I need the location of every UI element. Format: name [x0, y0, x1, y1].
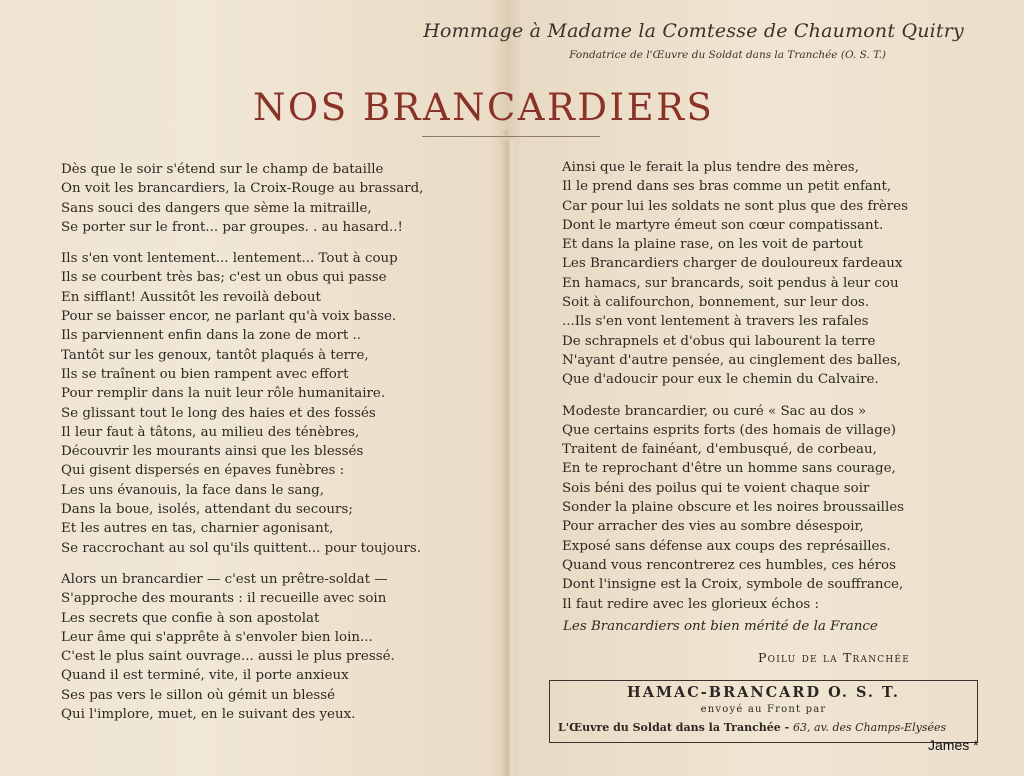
founder-line: Fondatrice de l'Œuvre du Soldat dans la Tranchée (O. S. T.): [569, 49, 886, 61]
author-signature: Poilu de la Tranchée: [758, 650, 910, 665]
verse-line: N'ayant d'autre pensée, au cinglement des balles,: [562, 352, 902, 368]
verse-line: Découvrir les mourants ainsi que les blessés: [61, 444, 364, 460]
verse-line: Soit à califourchon, bonnement, sur leur dos.: [562, 295, 870, 311]
stanza: [61, 160, 423, 237]
verse-line: Pour se baisser encor, ne parlant qu'à voix basse.: [61, 309, 397, 325]
verse-line: Sois béni des poilus qui te voient chaque soir: [562, 480, 870, 496]
verse-line: Ils se courbent très bas; c'est un obus qui passe: [61, 270, 387, 286]
closing-motto: Les Brancardiers ont bien mérité de la France: [563, 619, 878, 634]
verse-line: Quand il est terminé, vite, il porte anxieux: [61, 668, 349, 684]
poem-left-column: [61, 160, 423, 736]
verse-line: Se raccrochant au sol qu'ils quittent... pour toujours.: [61, 540, 422, 556]
stamp-organization: [558, 721, 977, 734]
verse-line: Dès que le soir s'étend sur le champ de bataille: [61, 162, 384, 177]
verse-line: Pour arracher des vies au sombre désespoir,: [562, 519, 864, 535]
verse-line: Dont le martyre émeut son cœur compatissant.: [562, 217, 884, 233]
verse-line: Il faut redire avec les glorieux échos :: [562, 596, 820, 612]
verse-line: Ils parviennent enfin dans la zone de mort ..: [61, 328, 362, 344]
verse-line: Il leur faut à tâtons, au milieu des ténèbres,: [61, 424, 360, 440]
verse-line: Que d'adoucir pour eux le chemin du Calvaire.: [562, 372, 879, 388]
verse-line: Ainsi que le ferait la plus tendre des mères,: [562, 160, 859, 175]
verse-line: Sonder la plaine obscure et les noires broussailles: [562, 500, 905, 516]
verse-line: Les uns évanouis, la face dans le sang,: [61, 482, 324, 498]
verse-line: Ils s'en vont lentement... lentement... Tout à coup: [61, 251, 398, 267]
verse-line: Se porter sur le front... par groupes. . au hasard..!: [61, 219, 403, 235]
verse-line: Ils se traînent ou bien rampent avec effort: [61, 366, 349, 382]
verse-line: En sifflant! Aussitôt les revoilà debout: [61, 289, 321, 305]
stamp-subtitle: envoyé au Front par: [700, 704, 827, 715]
verse-line: Alors un brancardier — c'est un prêtre-soldat —: [61, 571, 388, 587]
dedication-line: Hommage à Madame la Comtesse de Chaumont Quitry: [423, 20, 964, 42]
stanza: [562, 402, 908, 614]
poem-right-column: [562, 158, 908, 626]
title-divider: [422, 136, 600, 137]
verse-line: Se glissant tout le long des haies et des fossés: [61, 405, 376, 421]
verse-line: Dont l'insigne est la Croix, symbole de souffrance,: [562, 577, 904, 593]
verse-line: De schrapnels et d'obus qui labourent la terre: [562, 333, 876, 349]
verse-line: Qui l'implore, muet, en le suivant des yeux.: [61, 707, 356, 723]
verse-line: Quand vous rencontrerez ces humbles, ces héros: [562, 557, 896, 573]
center-fold: [500, 140, 518, 776]
stanza: [562, 158, 908, 390]
verse-line: C'est le plus saint ouvrage... aussi le plus pressé.: [61, 649, 395, 665]
verse-line: S'approche des mourants : il recueille avec soin: [61, 591, 387, 607]
verse-line: Il le prend dans ses bras comme un petit enfant,: [562, 179, 892, 195]
stamp-title: HAMAC-BRANCARD O. S. T.: [627, 684, 900, 701]
poem-title: NOS BRANCARDIERS: [253, 86, 715, 129]
verse-line: Qui gisent dispersés en épaves funèbres :: [61, 463, 345, 479]
stanza: [61, 570, 423, 724]
verse-line: Que certains esprits forts (des homais de village): [562, 422, 896, 438]
stamp-address: 63, av. des Champs-Elysées: [793, 721, 947, 734]
verse-line: Sans souci des dangers que sème la mitraille,: [61, 200, 372, 216]
verse-line: Les secrets que confie à son apostolat: [61, 610, 320, 626]
photographer-watermark: James *: [928, 737, 979, 753]
title-ornament: ⁘: [502, 129, 510, 139]
stamp-organization-name: L'Œuvre du Soldat dans la Tranchée -: [558, 721, 794, 734]
verse-line: Car pour lui les soldats ne sont plus que des frères: [562, 198, 908, 214]
verse-line: Et les autres en tas, charnier agonisant,: [61, 521, 334, 537]
verse-line: Dans la boue, isolés, attendant du secours;: [61, 502, 353, 518]
verse-line: En te reprochant d'être un homme sans courage,: [562, 461, 896, 477]
verse-line: Leur âme qui s'apprête à s'envoler bien loin...: [61, 629, 373, 645]
verse-line: Et dans la plaine rase, on les voit de partout: [562, 237, 863, 253]
hamac-brancard-stamp: [549, 680, 978, 743]
verse-line: Tantôt sur les genoux, tantôt plaqués à terre,: [61, 347, 369, 363]
verse-line: Les Brancardiers charger de douloureux fardeaux: [562, 256, 903, 272]
verse-line: Pour remplir dans la nuit leur rôle humanitaire.: [61, 386, 386, 402]
verse-line: Ses pas vers le sillon où gémit un blessé: [61, 687, 336, 703]
verse-line: Traitent de fainéant, d'embusqué, de corbeau,: [562, 442, 877, 458]
verse-line: Exposé sans défense aux coups des représailles.: [562, 538, 891, 554]
stanza: [61, 249, 423, 558]
verse-line: Modeste brancardier, ou curé « Sac au dos »: [562, 403, 867, 419]
verse-line: On voit les brancardiers, la Croix-Rouge au brassard,: [61, 181, 424, 197]
verse-line: En hamacs, sur brancards, soit pendus à leur cou: [562, 275, 899, 291]
verse-line: ...Ils s'en vont lentement à travers les rafales: [562, 314, 869, 330]
